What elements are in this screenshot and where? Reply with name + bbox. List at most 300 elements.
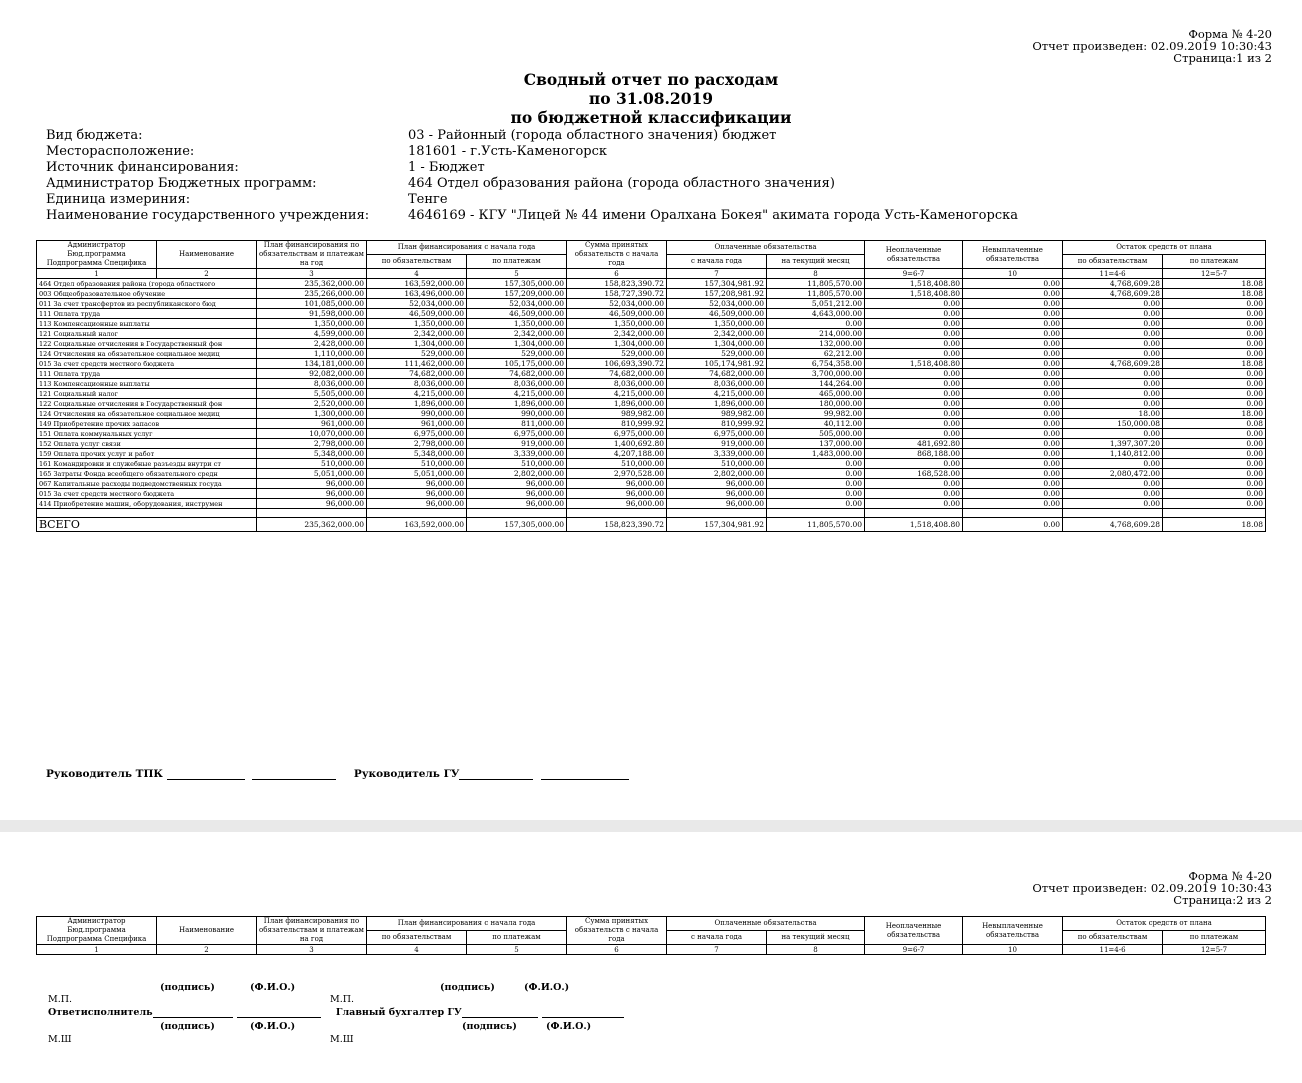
row-value: 990,000.00: [367, 409, 467, 419]
row-value: 0.00: [963, 429, 1063, 439]
row-value: 62,212.00: [767, 349, 865, 359]
column-index: 7: [667, 945, 767, 955]
row-value: 0.00: [865, 459, 963, 469]
row-value: 4,215,000.00: [667, 389, 767, 399]
row-value: 1,483,000.00: [767, 449, 865, 459]
table-row: [37, 379, 1266, 389]
row-value: 18.08: [1163, 289, 1266, 299]
row-value: 157,209,000.00: [467, 289, 567, 299]
row-value: 1,518,408.80: [865, 289, 963, 299]
row-value: 5,348,000.00: [367, 449, 467, 459]
row-value: 505,000.00: [767, 429, 865, 439]
total-value: 4,768,609.28: [1063, 518, 1163, 532]
row-value: 0.00: [1163, 349, 1266, 359]
row-value: 40,112.00: [767, 419, 865, 429]
column-index: 6: [567, 269, 667, 279]
column-index: 1: [37, 269, 157, 279]
row-value: 0.00: [1063, 389, 1163, 399]
column-index: 1: [37, 945, 157, 955]
row-value: 132,000.00: [767, 339, 865, 349]
table-row: [37, 309, 1266, 319]
row-value: 74,682,000.00: [367, 369, 467, 379]
row-value: 6,975,000.00: [567, 429, 667, 439]
stamp-mp: М.П.: [48, 994, 73, 1005]
row-value: 0.00: [963, 409, 1063, 419]
info-value: 464 Отдел образования района (города областного значения): [408, 176, 835, 191]
row-value: 2,802,000.00: [667, 469, 767, 479]
page-number: Страница:1 из 2: [1173, 51, 1272, 65]
column-index: 5: [467, 945, 567, 955]
row-name: 159 Оплата прочих услуг и работ: [37, 449, 257, 459]
group-paid: Оплаченные обязательства: [667, 241, 865, 255]
total-value: 158,823,390.72: [567, 518, 667, 532]
row-value: 96,000.00: [467, 479, 567, 489]
table-row: [37, 439, 1266, 449]
row-value: 0.00: [963, 329, 1063, 339]
row-value: 144,264.00: [767, 379, 865, 389]
column-index: 4: [367, 945, 467, 955]
row-value: 0.00: [865, 409, 963, 419]
row-value: 0.00: [963, 319, 1063, 329]
row-value: 529,000.00: [467, 349, 567, 359]
label-signature: (подпись): [160, 982, 215, 993]
row-name: 124 Отчисления на обязательное социальное медиц: [37, 349, 257, 359]
row-value: 52,034,000.00: [367, 299, 467, 309]
row-name: 011 За счет трансфертов из республиканского бюд: [37, 299, 257, 309]
report-table-header-2: Администратор Бюд.программа Подпрограмма Специфика Наименование План финансирования по обязательствам и платежам на год План финансирования с начала года Сумма принятых обязательств с начала года Оплаченные обязательства Неоплаченные обязательства Невыплаченные обязательства Остаток средств от плана по обязательствам по платежам с начала года на текущий месяц по обязательствам по платежам 1 2 3 4 5 6 7 8 9=6-7 10 11=4-6 12=5-7: [36, 916, 1266, 955]
row-value: 157,304,981.92: [667, 279, 767, 289]
info-row: [46, 160, 1018, 176]
row-value: 2,342,000.00: [667, 329, 767, 339]
row-value: 2,520,000.00: [257, 399, 367, 409]
row-value: 961,000.00: [367, 419, 467, 429]
row-value: 2,798,000.00: [367, 439, 467, 449]
table-row: [37, 339, 1266, 349]
row-value: 2,342,000.00: [367, 329, 467, 339]
page-separator: [0, 820, 1302, 832]
row-value: 0.00: [865, 479, 963, 489]
table-row: [37, 319, 1266, 329]
row-value: 0.00: [963, 299, 1063, 309]
row-name: 015 За счет средств местного бюджета: [37, 489, 257, 499]
row-value: 481,692.80: [865, 439, 963, 449]
row-value: 91,598,000.00: [257, 309, 367, 319]
info-value: 181601 - г.Усть-Каменогорск: [408, 144, 608, 159]
row-name: 111 Оплата труда: [37, 309, 257, 319]
row-value: 18.08: [1163, 279, 1266, 289]
row-value: 0.00: [865, 399, 963, 409]
table-row: [37, 349, 1266, 359]
row-value: 0.00: [1063, 399, 1163, 409]
row-name: 067 Капитальные расходы подведомственных госуда: [37, 479, 257, 489]
row-value: 3,339,000.00: [667, 449, 767, 459]
total-value: 235,362,000.00: [257, 518, 367, 532]
table-row: [37, 429, 1266, 439]
row-name: 122 Социальные отчисления в Государственный фон: [37, 339, 257, 349]
row-name: 149 Приобретение прочих запасов: [37, 419, 257, 429]
row-value: 0.08: [1163, 419, 1266, 429]
row-value: 1,304,000.00: [367, 339, 467, 349]
info-row: [46, 128, 1018, 144]
row-value: 235,266,000.00: [257, 289, 367, 299]
row-value: 96,000.00: [367, 489, 467, 499]
row-value: 150,000.08: [1063, 419, 1163, 429]
column-index: 9=6-7: [865, 945, 963, 955]
column-index-row-2: [37, 945, 1266, 955]
row-name: 152 Оплата услуг связи: [37, 439, 257, 449]
total-value: 157,304,981.92: [667, 518, 767, 532]
report-page-2: Форма № 4-20 Отчет произведен: 02.09.2019 10:30:43 Страница:2 из 2 Администратор Бюд.программа Подпрограмма Специфика Наименование План финансирования по обязательствам и платежам на год План финансирования с начала года Сумма принятых обязательств с начала года Оплаченные обязательства Неоплаченные обязательства Невыплаченные обязательства Остаток средств от плана по обязательствам по платежам с начала года на текущий месяц по обязательствам по платежам 1 2 3 4 5 6 7 8 9=6-7 10 11=4-6 12=5-7 (подпись) (Ф.И.О.) (подпись) (Ф.И.О.) М.П. М.П. Ответисполнитель Главный бухгалтер ГУ (подпись) (Ф.И.О.) (подпись) (Ф.И.О.) М.Ш М.Ш: [0, 832, 1302, 1083]
group-plan-start: План финансирования с начала года: [367, 241, 567, 255]
row-value: 1,896,000.00: [567, 399, 667, 409]
row-value: 96,000.00: [467, 489, 567, 499]
row-value: 158,727,390.72: [567, 289, 667, 299]
row-value: 18.08: [1163, 359, 1266, 369]
row-value: 0.00: [767, 499, 865, 509]
row-value: 0.00: [1063, 319, 1163, 329]
row-value: 96,000.00: [567, 479, 667, 489]
row-name: 113 Компенсационные выплаты: [37, 379, 257, 389]
row-value: 6,975,000.00: [467, 429, 567, 439]
row-value: 137,000.00: [767, 439, 865, 449]
row-value: 510,000.00: [367, 459, 467, 469]
row-value: 0.00: [1163, 389, 1266, 399]
label-fio-2: (Ф.И.О.): [524, 982, 570, 993]
row-value: 1,397,307.20: [1063, 439, 1163, 449]
row-value: 989,982.00: [667, 409, 767, 419]
label-fio: (Ф.И.О.): [250, 982, 296, 993]
row-value: 0.00: [1163, 499, 1266, 509]
col-accepted: Сумма принятых обязательств с начала года: [567, 241, 667, 269]
row-value: 0.00: [963, 419, 1063, 429]
row-value: 180,000.00: [767, 399, 865, 409]
column-index: 2: [157, 945, 257, 955]
row-value: 0.00: [1063, 429, 1163, 439]
row-value: 1,110,000.00: [257, 349, 367, 359]
row-value: 157,208,981.92: [667, 289, 767, 299]
total-value: 0.00: [963, 518, 1063, 532]
row-value: 811,000.00: [467, 419, 567, 429]
row-value: 0.00: [963, 339, 1063, 349]
row-value: 510,000.00: [567, 459, 667, 469]
stamp-msh-2: М.Ш: [330, 1034, 354, 1045]
table-row: [37, 469, 1266, 479]
row-value: 99,982.00: [767, 409, 865, 419]
row-value: 4,643,000.00: [767, 309, 865, 319]
col-unpaid-out: Невыплаченные обязательства: [963, 241, 1063, 269]
info-label: Наименование государственного учреждения:: [46, 208, 370, 223]
row-value: 0.00: [1063, 489, 1163, 499]
report-table: Администратор Бюд.программа Подпрограмма Специфика Наименование План финансирования по обязательствам и платежам на год План финансирования с начала года Сумма принятых обязательств с начала года Оплаченные обязательства Неоплаченные обязательства Невыплаченные обязательства Остаток средств от плана по обязательствам по платежам с начала года на текущий месяц по обязательствам по платежам 1 2 3 4 5 6 7 8 9=6-7 10 11=4-6 12=5-7 464 Отдел образования района (города областного 235,362,000.00 163,592,000.00 157,305,000.00 158,823,390.72 157,304,981.92 11,805,570.00 1,518,408.80 0.00 4,768,609.28 18.08 003 Общеобразовательное обучение 235,266,000.00 163,496,000.00 157,209,000.00 158,727,390.72 157,208,981.92 11,805,570.00 1,518,408.80 0.00 4,768,609.28 18.08 011 За счет трансфертов из республиканского бюд 101,085,000.00 52,034,000.00 52,034,000.00 52,034,000.00 52,034,000.00 5,051,212.00 0.00 0.00 0.00 0.00 111 Оплата труда 91,598,000.00 46,509,000.00 46,509,000.00 46,509,000.00 46,509,000.00 4,643,000.00 0.00 0.00 0.00 0.00 113 Компенсационные выплаты 1,350,000.00 1,350,000.00 1,350,000.00 1,350,000.00 1,350,000.00 0.00 0.00 0.00 0.00 0.00 121 Социальный налог 4,599,000.00 2,342,000.00 2,342,000.00 2,342,000.00 2,342,000.00 214,000.00 0.00 0.00 0.00 0.00 122 Социальные отчисления в Государственный фон 2,428,000.00 1,304,000.00 1,304,000.00 1,304,000.00 1,304,000.00 132,000.00 0.00 0.00 0.00 0.00 124 Отчисления на обязательное социальное медиц 1,110,000.00 529,000.00 529,000.00 529,000.00 529,000.00 62,212.00 0.00 0.00 0.00 0.00 015 За счет средств местного бюджета 134,181,000.00 111,462,000.00 105,175,000.00 106,693,390.72 105,174,981.92 6,754,358.00 1,518,408.80 0.00 4,768,609.28 18.08 111 Оплата труда 92,082,000.00 74,682,000.00 74,682,000.00 74,682,000.00 74,682,000.00 3,700,000.00 0.00 0.00 0.00 0.00 113 Компенсационные выплаты 8,036,000.00 8,036,000.00 8,036,000.00 8,036,000.00 8,036,000.00 144,264.00 0.00 0.00 0.00 0.00 121 Социальный налог 5,505,000.00 4,215,000.00 4,215,000.00 4,215,000.00 4,215,000.00 465,000.00 0.00 0.00 0.00 0.00 122 Социальные отчисления в Государственный фон 2,520,000.00 1,896,000.00 1,896,000.00 1,896,000.00 1,896,000.00 180,000.00 0.00 0.00 0.00 0.00 124 Отчисления на обязательное социальное медиц 1,300,000.00 990,000.00 990,000.00 989,982.00 989,982.00 99,982.00 0.00 0.00 18.00 18.00 149 Приобретение прочих запасов 961,000.00 961,000.00 811,000.00 810,999.92 810,999.92 40,112.00 0.00 0.00 150,000.08 0.08 151 Оплата коммунальных услуг 10,070,000.00 6,975,000.00 6,975,000.00 6,975,000.00 6,975,000.00 505,000.00 0.00 0.00 0.00 0.00 152 Оплата услуг связи 2,798,000.00 2,798,000.00 919,000.00 1,400,692.80 919,000.00 137,000.00 481,692.80 0.00 1,397,307.20 0.00 159 Оплата прочих услуг и работ 5,348,000.00 5,348,000.00 3,339,000.00 4,207,188.00 3,339,000.00 1,483,000.00 868,188.00 0.00 1,140,812.00 0.00 161 Командировки и служебные разъезды внутри ст 510,000.00 510,000.00 510,000.00 510,000.00 510,000.00 0.00 0.00 0.00 0.00 0.00 165 Затраты Фонда всеобщего обязательного средн 5,051,000.00 5,051,000.00 2,802,000.00 2,970,528.00 2,802,000.00 0.00 168,528.00 0.00 2,080,472.00 0.00 067 Капитальные расходы подведомственных госуда 96,000.00 96,000.00 96,000.00 96,000.00 96,000.00 0.00 0.00 0.00 0.00 0.00 015 За счет средств местного бюджета 96,000.00 96,000.00 96,000.00 96,000.00 96,000.00 0.00 0.00 0.00 0.00 0.00 414 Приобретение машин, оборудования, инструмен 96,000.00 96,000.00 96,000.00 96,000.00 96,000.00 0.00 0.00 0.00 0.00 0.00 ВСЕГО 235,362,000.00 163,592,000.00 157,305,000.00 158,823,390.72 157,304,981.92 11,805,570.00 1,518,408.80 0.00 4,768,609.28 18.08: [36, 240, 1266, 532]
row-value: 0.00: [1063, 499, 1163, 509]
row-value: 74,682,000.00: [567, 369, 667, 379]
row-value: 8,036,000.00: [257, 379, 367, 389]
row-value: 52,034,000.00: [567, 299, 667, 309]
row-value: 0.00: [1163, 479, 1266, 489]
row-name: 161 Командировки и служебные разъезды внутри ст: [37, 459, 257, 469]
row-value: 0.00: [963, 369, 1063, 379]
row-value: 96,000.00: [567, 499, 667, 509]
column-index: 5: [467, 269, 567, 279]
row-value: 158,823,390.72: [567, 279, 667, 289]
row-value: 0.00: [865, 319, 963, 329]
row-value: 0.00: [1163, 319, 1266, 329]
row-value: 5,051,212.00: [767, 299, 865, 309]
report-meta-2: Форма № 4-20 Отчет произведен: 02.09.2019 10:30:43 Страница:2 из 2: [1032, 869, 1272, 907]
column-index: 11=4-6: [1063, 945, 1163, 955]
row-value: 4,768,609.28: [1063, 359, 1163, 369]
col-unpaid: Неоплаченные обязательства: [865, 241, 963, 269]
row-value: 4,215,000.00: [567, 389, 667, 399]
row-value: 0.00: [963, 449, 1063, 459]
row-value: 8,036,000.00: [367, 379, 467, 389]
row-value: 1,350,000.00: [667, 319, 767, 329]
row-value: 2,080,472.00: [1063, 469, 1163, 479]
row-value: 4,215,000.00: [467, 389, 567, 399]
row-value: 46,509,000.00: [467, 309, 567, 319]
row-value: 1,304,000.00: [667, 339, 767, 349]
row-value: 0.00: [1163, 469, 1266, 479]
row-value: 1,304,000.00: [567, 339, 667, 349]
row-value: 0.00: [963, 469, 1063, 479]
label-signature-2: (подпись): [440, 982, 495, 993]
table-row: [37, 499, 1266, 509]
total-value: 11,805,570.00: [767, 518, 865, 532]
total-row: [37, 518, 1266, 532]
row-name: 165 Затраты Фонда всеобщего обязательного средн: [37, 469, 257, 479]
column-index: 2: [157, 269, 257, 279]
info-label: Месторасположение:: [46, 144, 195, 159]
row-value: 2,342,000.00: [467, 329, 567, 339]
table-row: [37, 389, 1266, 399]
row-value: 101,085,000.00: [257, 299, 367, 309]
row-value: 96,000.00: [257, 489, 367, 499]
row-value: 810,999.92: [567, 419, 667, 429]
col-name: Наименование: [157, 241, 257, 269]
column-index-row: [37, 269, 1266, 279]
row-value: 96,000.00: [567, 489, 667, 499]
row-value: 1,304,000.00: [467, 339, 567, 349]
row-value: 4,215,000.00: [367, 389, 467, 399]
row-value: 2,802,000.00: [467, 469, 567, 479]
info-value: 1 - Бюджет: [408, 160, 485, 175]
info-value: Тенге: [408, 192, 448, 207]
row-name: 015 За счет средств местного бюджета: [37, 359, 257, 369]
row-value: 163,592,000.00: [367, 279, 467, 289]
table-row: [37, 489, 1266, 499]
info-label: Единица измериния:: [46, 192, 191, 207]
column-index: 8: [767, 945, 865, 955]
table-row: [37, 299, 1266, 309]
row-value: 0.00: [1163, 369, 1266, 379]
table-row: [37, 419, 1266, 429]
column-index: 6: [567, 945, 667, 955]
row-value: 0.00: [963, 309, 1063, 319]
row-value: 106,693,390.72: [567, 359, 667, 369]
row-value: 0.00: [1063, 459, 1163, 469]
row-value: 8,036,000.00: [467, 379, 567, 389]
row-value: 0.00: [865, 369, 963, 379]
row-value: 6,975,000.00: [667, 429, 767, 439]
row-value: 46,509,000.00: [367, 309, 467, 319]
row-value: 96,000.00: [667, 499, 767, 509]
row-value: 868,188.00: [865, 449, 963, 459]
row-value: 52,034,000.00: [467, 299, 567, 309]
table-row: [37, 279, 1266, 289]
row-value: 10,070,000.00: [257, 429, 367, 439]
row-value: 163,496,000.00: [367, 289, 467, 299]
row-value: 2,798,000.00: [257, 439, 367, 449]
row-value: 0.00: [865, 349, 963, 359]
row-value: 0.00: [865, 339, 963, 349]
row-value: 5,051,000.00: [367, 469, 467, 479]
row-value: 18.00: [1063, 409, 1163, 419]
row-value: 0.00: [1063, 299, 1163, 309]
row-value: 0.00: [767, 469, 865, 479]
table-row: [37, 289, 1266, 299]
row-value: 0.00: [1163, 449, 1266, 459]
row-value: 74,682,000.00: [667, 369, 767, 379]
row-value: 0.00: [1163, 429, 1266, 439]
info-row: [46, 144, 1018, 160]
row-name: 121 Социальный налог: [37, 329, 257, 339]
row-value: 0.00: [865, 489, 963, 499]
row-name: 151 Оплата коммунальных услуг: [37, 429, 257, 439]
row-value: 3,339,000.00: [467, 449, 567, 459]
row-value: 1,300,000.00: [257, 409, 367, 419]
info-row: [46, 208, 1018, 224]
row-value: 46,509,000.00: [567, 309, 667, 319]
report-info: [46, 128, 1018, 224]
row-value: 0.00: [963, 349, 1063, 359]
row-value: 4,768,609.28: [1063, 289, 1163, 299]
row-value: 1,896,000.00: [667, 399, 767, 409]
table-row: [37, 479, 1266, 489]
info-value: 4646169 - КГУ "Лицей № 44 имени Оралхана Бокея" акимата города Усть-Каменогорска: [408, 208, 1018, 223]
row-name: 003 Общеобразовательное обучение: [37, 289, 257, 299]
row-value: 510,000.00: [467, 459, 567, 469]
row-value: 1,350,000.00: [567, 319, 667, 329]
row-value: 529,000.00: [367, 349, 467, 359]
row-value: 1,140,812.00: [1063, 449, 1163, 459]
row-value: 8,036,000.00: [667, 379, 767, 389]
column-index: 9=6-7: [865, 269, 963, 279]
total-label: ВСЕГО: [37, 518, 257, 532]
row-value: 961,000.00: [257, 419, 367, 429]
row-value: 4,207,188.00: [567, 449, 667, 459]
row-name: 111 Оплата труда: [37, 369, 257, 379]
row-value: 0.00: [865, 499, 963, 509]
info-value: 03 - Районный (города областного значения) бюджет: [408, 128, 777, 143]
row-value: 0.00: [963, 289, 1063, 299]
row-value: 214,000.00: [767, 329, 865, 339]
row-value: 0.00: [865, 419, 963, 429]
row-value: 0.00: [865, 389, 963, 399]
column-index: 8: [767, 269, 865, 279]
row-value: 0.00: [767, 459, 865, 469]
row-value: 46,509,000.00: [667, 309, 767, 319]
row-name: 464 Отдел образования района (города областного: [37, 279, 257, 289]
stamp-msh: М.Ш: [48, 1034, 72, 1045]
row-value: 0.00: [1063, 329, 1163, 339]
info-row: [46, 192, 1018, 208]
row-value: 96,000.00: [367, 479, 467, 489]
table-row: [37, 459, 1266, 469]
row-value: 235,362,000.00: [257, 279, 367, 289]
row-value: 0.00: [865, 429, 963, 439]
row-value: 0.00: [767, 489, 865, 499]
row-name: 124 Отчисления на обязательное социальное медиц: [37, 409, 257, 419]
row-value: 0.00: [767, 479, 865, 489]
column-index: 12=5-7: [1163, 945, 1266, 955]
row-value: 18.00: [1163, 409, 1266, 419]
row-value: 92,082,000.00: [257, 369, 367, 379]
total-value: 1,518,408.80: [865, 518, 963, 532]
row-value: 1,400,692.80: [567, 439, 667, 449]
row-value: 0.00: [1063, 369, 1163, 379]
row-value: 96,000.00: [467, 499, 567, 509]
row-value: 0.00: [1163, 459, 1266, 469]
row-value: 0.00: [1063, 479, 1163, 489]
stamp-mp-2: М.П.: [330, 994, 355, 1005]
row-value: 96,000.00: [667, 489, 767, 499]
row-value: 2,342,000.00: [567, 329, 667, 339]
row-value: 0.00: [1163, 299, 1266, 309]
row-value: 74,682,000.00: [467, 369, 567, 379]
row-value: 0.00: [1163, 339, 1266, 349]
row-value: 1,350,000.00: [467, 319, 567, 329]
row-value: 0.00: [1163, 489, 1266, 499]
row-value: 6,754,358.00: [767, 359, 865, 369]
group-remainder: Остаток средств от плана: [1063, 241, 1266, 255]
row-value: 0.00: [1163, 379, 1266, 389]
total-value: 157,305,000.00: [467, 518, 567, 532]
row-value: 529,000.00: [567, 349, 667, 359]
row-value: 96,000.00: [367, 499, 467, 509]
row-value: 2,428,000.00: [257, 339, 367, 349]
signature-line-1: Руководитель ТПК Руководитель ГУ: [46, 768, 629, 780]
row-value: 465,000.00: [767, 389, 865, 399]
row-value: 0.00: [1063, 309, 1163, 319]
row-value: 1,896,000.00: [367, 399, 467, 409]
row-value: 5,505,000.00: [257, 389, 367, 399]
row-value: 134,181,000.00: [257, 359, 367, 369]
row-value: 0.00: [767, 319, 865, 329]
row-value: 0.00: [1163, 439, 1266, 449]
row-value: 5,348,000.00: [257, 449, 367, 459]
row-value: 0.00: [963, 459, 1063, 469]
row-value: 157,305,000.00: [467, 279, 567, 289]
table-row: [37, 329, 1266, 339]
row-value: 105,175,000.00: [467, 359, 567, 369]
table-row: [37, 399, 1266, 409]
column-index: 12=5-7: [1163, 269, 1266, 279]
row-value: 4,599,000.00: [257, 329, 367, 339]
row-name: 122 Социальные отчисления в Государственный фон: [37, 399, 257, 409]
table-row: [37, 449, 1266, 459]
row-value: 0.00: [1063, 349, 1163, 359]
row-value: 0.00: [1163, 329, 1266, 339]
row-value: 810,999.92: [667, 419, 767, 429]
info-label: Администратор Бюджетных программ:: [46, 176, 317, 191]
info-row: [46, 176, 1018, 192]
row-value: 5,051,000.00: [257, 469, 367, 479]
spacer-row: [37, 509, 1266, 518]
row-value: 0.00: [865, 329, 963, 339]
produced-date: Отчет произведен: 02.09.2019 10:30:43: [1032, 39, 1272, 53]
column-index: 4: [367, 269, 467, 279]
row-value: 105,174,981.92: [667, 359, 767, 369]
